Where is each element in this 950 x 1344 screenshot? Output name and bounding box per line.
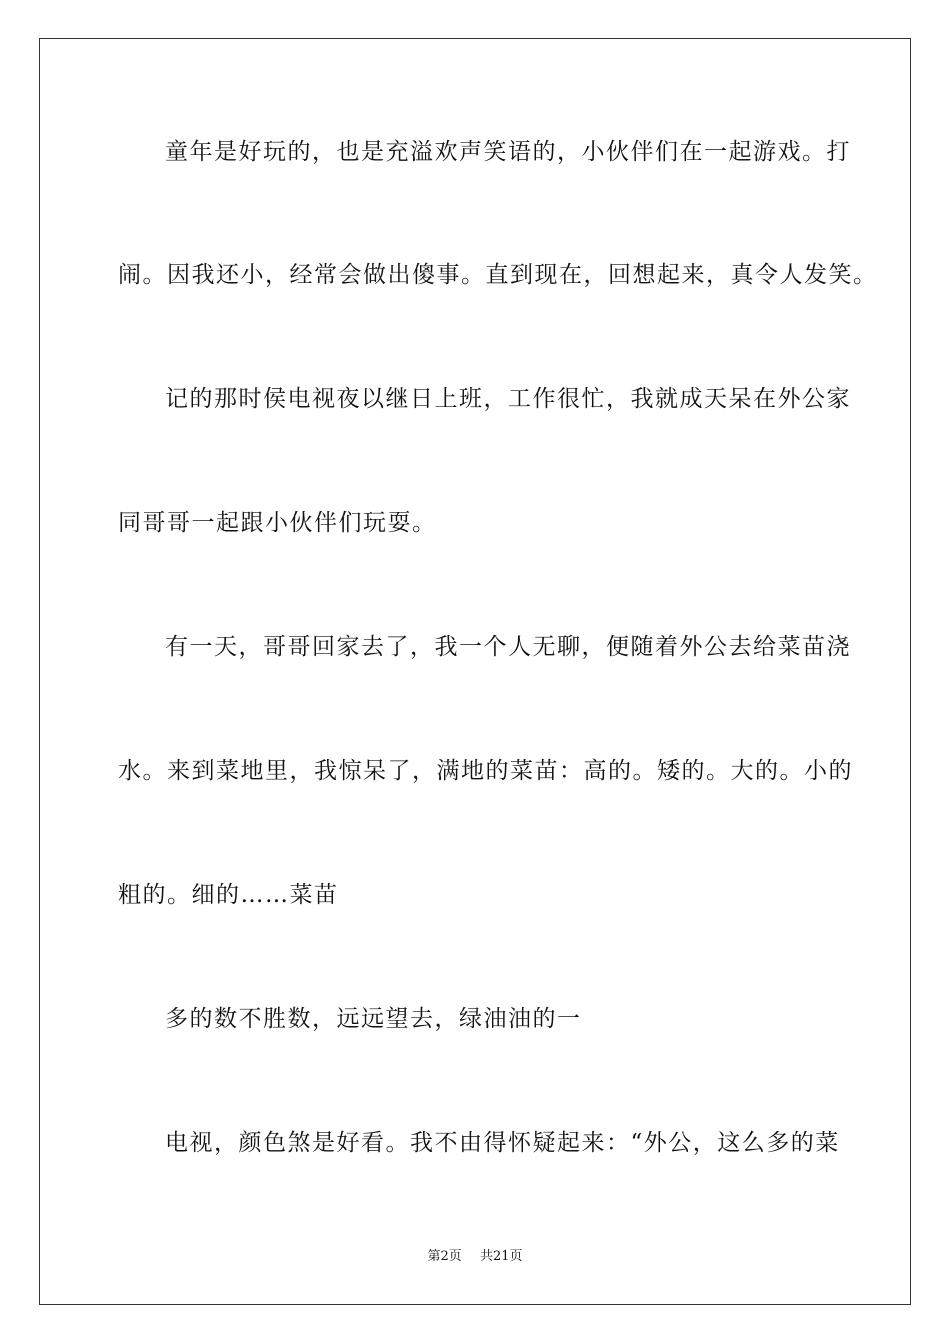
text-line: 童年是好玩的，也是充溢欢声笑语的，小伙伴们在一起游戏。打 [165,139,851,165]
text-line: 水。来到菜地里，我惊呆了，满地的菜苗：高的。矮的。大的。小的 [118,758,853,784]
text-line: 有一天，哥哥回家去了，我一个人无聊，便随着外公去给菜苗浇 [165,634,851,660]
text-line: 多的数不胜数，远远望去，绿油油的一 [165,1006,582,1032]
page-total: 共21页 [479,1249,523,1264]
page-number: 第2页 [427,1249,462,1264]
text-line: 记的那时侯电视夜以继日上班，工作很忙，我就成天呆在外公家 [165,386,851,412]
text-line: 同哥哥一起跟小伙伴们玩耍。 [118,510,437,536]
text-line: 电视，颜色煞是好看。我不由得怀疑起来：“外公，这么多的菜 [165,1130,840,1156]
page-footer [0,1248,950,1266]
text-line: 粗的。细的……菜苗 [118,882,339,908]
text-line: 闹。因我还小，经常会做出傻事。直到现在，回想起来，真令人发笑。 [118,262,878,288]
page-frame [39,38,911,1305]
